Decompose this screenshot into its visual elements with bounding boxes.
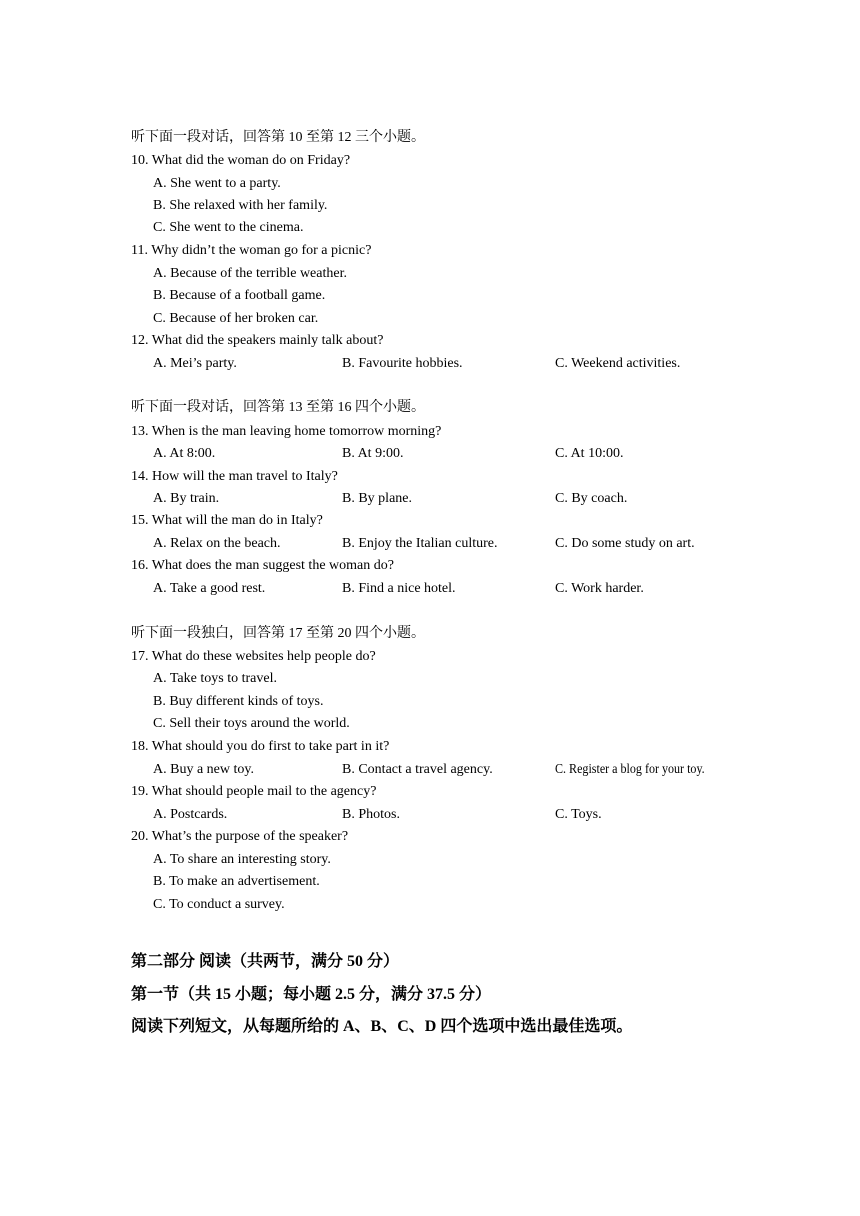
question-15-stem: 15. What will the man do in Italy? bbox=[131, 513, 323, 528]
question-17-option-b: B. Buy different kinds of toys. bbox=[153, 694, 324, 709]
question-20-option-a: A. To share an interesting story. bbox=[153, 852, 331, 867]
question-15-option-b: B. Enjoy the Italian culture. bbox=[342, 536, 498, 551]
question-16-option-b: B. Find a nice hotel. bbox=[342, 581, 456, 596]
question-18-stem: 18. What should you do first to take part in it? bbox=[131, 739, 390, 754]
part-2-subtitle: 第一节（共 15 小题；每小题 2.5 分，满分 37.5 分） bbox=[131, 986, 492, 1003]
question-12-option-a: A. Mei’s party. bbox=[153, 356, 237, 371]
part-2-title: 第二部分 阅读（共两节，满分 50 分） bbox=[131, 953, 400, 970]
question-11-option-c: C. Because of her broken car. bbox=[153, 311, 319, 326]
question-11-option-b: B. Because of a football game. bbox=[153, 288, 326, 303]
question-19-stem: 19. What should people mail to the agency? bbox=[131, 784, 377, 799]
question-10-option-b: B. She relaxed with her family. bbox=[153, 198, 328, 213]
question-19-option-b: B. Photos. bbox=[342, 807, 400, 822]
question-14-stem: 14. How will the man travel to Italy? bbox=[131, 469, 338, 484]
question-11-stem: 11. Why didn’t the woman go for a picnic? bbox=[131, 243, 372, 258]
question-18-option-c bbox=[555, 761, 729, 779]
question-14-option-b: B. By plane. bbox=[342, 491, 412, 506]
question-16-option-a: A. Take a good rest. bbox=[153, 581, 266, 596]
question-13-option-a: A. At 8:00. bbox=[153, 446, 216, 461]
section-2-instruction: 听下面一段对话，回答第 13 至第 16 四个小题。 bbox=[131, 400, 425, 415]
question-13-stem: 13. When is the man leaving home tomorrow morning? bbox=[131, 424, 442, 439]
question-16-stem: 16. What does the man suggest the woman do? bbox=[131, 558, 394, 573]
question-10-stem: 10. What did the woman do on Friday? bbox=[131, 153, 351, 168]
question-17-option-a: A. Take toys to travel. bbox=[153, 671, 277, 686]
question-17-stem: 17. What do these websites help people do? bbox=[131, 649, 376, 664]
question-14-option-a: A. By train. bbox=[153, 491, 220, 506]
question-19-option-c: C. Toys. bbox=[555, 807, 602, 822]
question-20-option-b: B. To make an advertisement. bbox=[153, 874, 320, 889]
question-12-option-b: B. Favourite hobbies. bbox=[342, 356, 463, 371]
section-1-instruction: 听下面一段对话，回答第 10 至第 12 三个小题。 bbox=[131, 130, 425, 145]
question-11-option-a: A. Because of the terrible weather. bbox=[153, 266, 347, 281]
question-12-stem: 12. What did the speakers mainly talk about? bbox=[131, 333, 384, 348]
question-10-option-a: A. She went to a party. bbox=[153, 176, 281, 191]
question-12-option-c: C. Weekend activities. bbox=[555, 356, 681, 371]
question-13-option-c: C. At 10:00. bbox=[555, 446, 624, 461]
question-15-option-a: A. Relax on the beach. bbox=[153, 536, 281, 551]
question-10-option-c: C. She went to the cinema. bbox=[153, 220, 304, 235]
question-19-option-a: A. Postcards. bbox=[153, 807, 228, 822]
question-15-option-c: C. Do some study on art. bbox=[555, 536, 695, 551]
question-18-option-c-text: C. Register a blog for your toy. bbox=[555, 762, 705, 777]
question-16-option-c: C. Work harder. bbox=[555, 581, 644, 596]
question-17-option-c: C. Sell their toys around the world. bbox=[153, 716, 350, 731]
question-14-option-c: C. By coach. bbox=[555, 491, 628, 506]
question-18-option-b: B. Contact a travel agency. bbox=[342, 762, 493, 777]
question-20-option-c: C. To conduct a survey. bbox=[153, 897, 285, 912]
question-18-option-a: A. Buy a new toy. bbox=[153, 762, 254, 777]
part-2-instruction: 阅读下列短文，从每题所给的 A、B、C、D 四个选项中选出最佳选项。 bbox=[131, 1018, 633, 1035]
question-13-option-b: B. At 9:00. bbox=[342, 446, 404, 461]
question-20-stem: 20. What’s the purpose of the speaker? bbox=[131, 829, 349, 844]
section-3-instruction: 听下面一段独白，回答第 17 至第 20 四个小题。 bbox=[131, 626, 425, 641]
